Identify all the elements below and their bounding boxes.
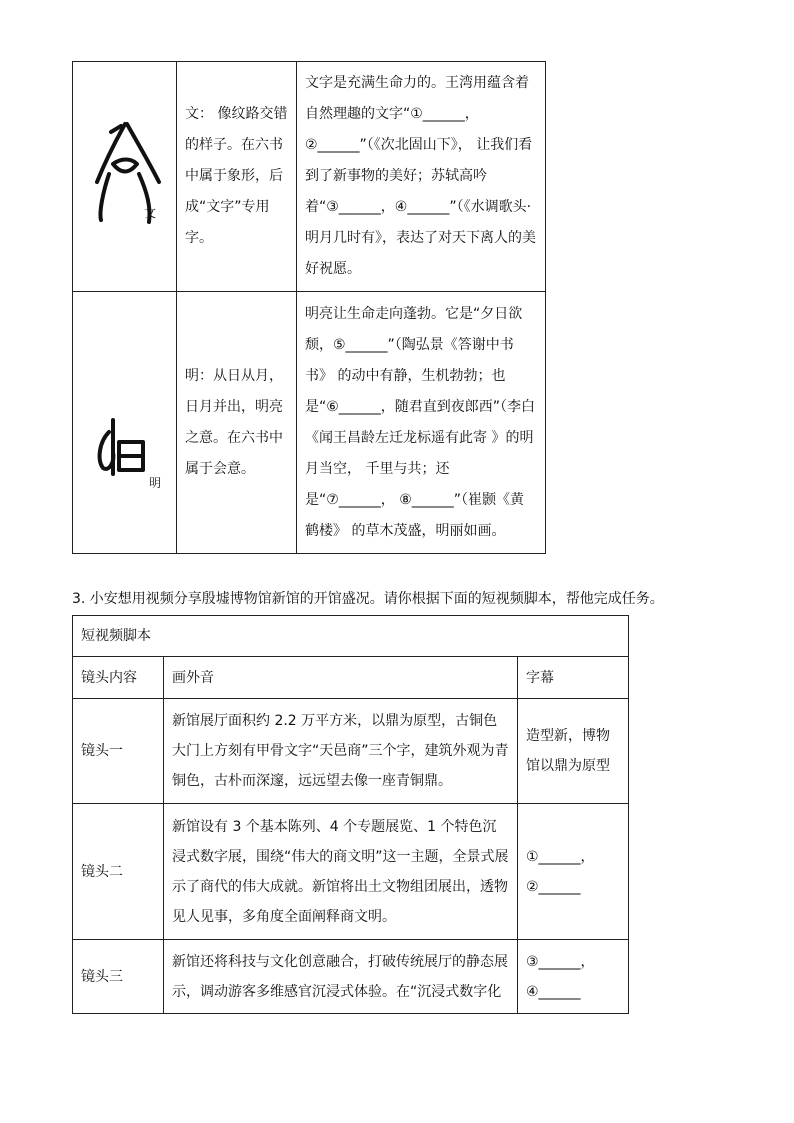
question-3-title: 3. 小安想用视频分享殷墟博物馆新馆的开馆盛况。请你根据下面的短视频脚本，帮他完成任务。 — [72, 591, 664, 607]
column-header-subtitle: 字幕 — [518, 657, 629, 699]
content-cell: 文字是充满生命力的。王湾用蕴含着自然理趣的文字“①______，②______”（《次北固山下》， 让我们看到了新事物的美好；苏轼高吟着“③______，④______”（《水调歌头·明月几时有》，表达了对天下离人的美好祝愿。 — [297, 62, 546, 292]
oracle-wen-glyph-image — [73, 62, 177, 291]
table-row — [73, 804, 629, 940]
glyph-cell — [73, 62, 177, 292]
voiceover-cell: 新馆展厅面积约 2.2 万平方米，以鼎为原型，古铜色大门上方刻有甲骨文字“天邑商”三个字，建筑外观为青铜色，古朴而深邃，远远望去像一座青铜鼎。 — [164, 699, 518, 804]
table-row — [73, 62, 546, 292]
glyph-cell — [73, 292, 177, 554]
table-caption-row — [73, 616, 629, 657]
shot-cell: 镜头一 — [73, 699, 164, 804]
column-header-voiceover: 画外音 — [164, 657, 518, 699]
char-label: 明 — [149, 476, 162, 490]
content-cell: 明亮让生命走向蓬勃。它是“夕日欲颓，⑤______”（陶弘景《答谢中书书》 的动中有静，生机勃勃；也是“⑥______，随君直到夜郎西”（李白《闻王昌龄左迁龙标遥有此寄 》的明月当空， 千里与共；还是“⑦______， ⑧______”（崔颢《黄鹤楼》 的草木茂盛，明丽如画。 — [297, 292, 546, 554]
explain-cell: 明：从日从月，日月并出，明亮之意。在六书中属于会意。 — [177, 292, 297, 554]
table-row — [73, 699, 629, 804]
explain-cell: 文： 像纹路交错的样子。在六书中属于象形，后成“文字”专用字。 — [177, 62, 297, 292]
subtitle-cell: ③______，④______ — [518, 940, 629, 1014]
table-caption: 短视频脚本 — [73, 616, 629, 657]
table-row — [73, 292, 546, 554]
column-header-shot: 镜头内容 — [73, 657, 164, 699]
voiceover-cell: 新馆设有 3 个基本陈列、4 个专题展览、1 个特色沉浸式数字展，围绕“伟大的商文明”这一主题，全景式展示了商代的伟大成就。新馆将出土文物组团展出，透物见人见事，多角度全面阐释商文明。 — [164, 804, 518, 940]
voiceover-cell: 新馆还将科技与文化创意融合，打破传统展厅的静态展示，调动游客多维感官沉浸式体验。在“沉浸式数字化 — [164, 940, 518, 1014]
video-script-table — [72, 615, 629, 1014]
subtitle-cell: ①______，②______ — [518, 804, 629, 940]
shot-cell: 镜头二 — [73, 804, 164, 940]
oracle-ming-glyph-image — [73, 292, 177, 553]
subtitle-cell: 造型新，博物馆以鼎为原型 — [518, 699, 629, 804]
oracle-character-table — [72, 61, 546, 554]
table-row — [73, 940, 629, 1014]
table-header-row — [73, 657, 629, 699]
shot-cell: 镜头三 — [73, 940, 164, 1014]
char-label: 文 — [144, 206, 157, 220]
